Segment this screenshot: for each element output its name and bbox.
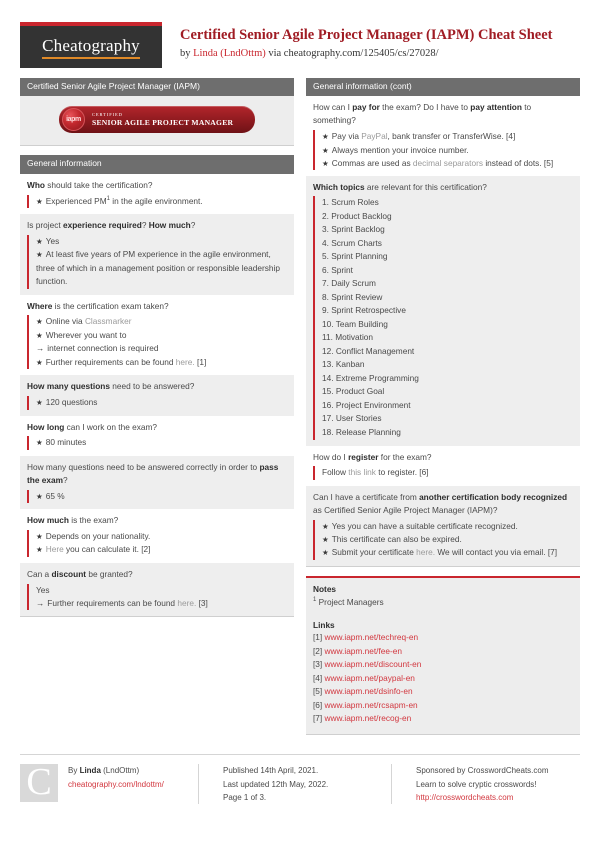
content-columns — [20, 78, 580, 735]
qa-row — [20, 563, 294, 617]
link-url[interactable]: www.iapm.net/paypal-en — [324, 672, 415, 683]
card-general-information — [20, 155, 294, 617]
arrow-icon: → — [36, 597, 45, 608]
question-text: How can I pay for the exam? Do I have to pay attention to something? — [313, 102, 532, 126]
bullet-item: → internet connection is required — [36, 343, 159, 354]
star-icon: ★ — [322, 534, 329, 544]
qa-row — [20, 416, 294, 456]
list-item: 12. Conflict Management — [322, 345, 415, 356]
qa-row — [306, 446, 580, 486]
star-icon: ★ — [36, 250, 43, 260]
cheatography-logo[interactable] — [20, 22, 162, 68]
bullet-list — [27, 530, 287, 557]
star-icon: ★ — [322, 158, 329, 168]
iapm-badge-wrap — [20, 96, 294, 145]
question-text: How much is the exam? — [27, 514, 119, 525]
footer-author-meta — [58, 764, 164, 804]
qa-row — [20, 214, 294, 295]
qa-row — [20, 375, 294, 415]
list-item: 13. Kanban — [322, 359, 365, 370]
list-item: 18. Release Planning — [322, 427, 401, 437]
footer-author-handle: (LndOttm) — [100, 766, 140, 776]
star-icon: ★ — [36, 531, 43, 541]
link-url[interactable]: www.iapm.net/recog-en — [324, 713, 412, 724]
inline-link[interactable]: here. — [177, 597, 197, 608]
bullet-list — [27, 195, 287, 208]
footer-sponsor-col — [391, 764, 580, 804]
star-icon: ★ — [36, 357, 43, 367]
star-icon: ★ — [322, 521, 329, 531]
bullet-item: ★ Yes — [36, 235, 60, 246]
qa-row — [20, 509, 294, 563]
page-header — [20, 0, 580, 78]
qa-row — [20, 174, 294, 214]
card-body — [20, 174, 294, 618]
bullet-item: ★ At least five years of PM experience in the agile environment, three of which in a management position or responsible leadership function. — [36, 249, 280, 287]
star-icon: ★ — [36, 438, 43, 448]
card-body — [306, 96, 580, 567]
footer-sponsor-line: Sponsored by CrosswordCheats.com — [416, 766, 549, 776]
footer-author-col — [20, 764, 194, 804]
list-item: 14. Extreme Programming — [322, 372, 419, 383]
footer-sponsor-meta — [406, 764, 549, 804]
bullet-list — [27, 584, 287, 611]
card-general-information-cont — [306, 78, 580, 567]
link-item: [7] www.iapm.net/recog-en — [313, 713, 412, 724]
link-url[interactable]: www.iapm.net/rcsapm-en — [324, 699, 418, 710]
qa-row — [20, 456, 294, 509]
list-item: 3. Sprint Backlog — [322, 224, 385, 235]
bullet-item: ★ Submit your certificate here. We will contact you via email. [7] — [322, 547, 558, 558]
question-text: Can a discount be granted? — [27, 568, 133, 579]
avatar: C — [20, 764, 58, 802]
footer-by-label: By — [68, 766, 80, 776]
link-url[interactable]: www.iapm.net/techreq-en — [324, 632, 419, 643]
question-text: How many questions need to be answered? — [27, 381, 195, 392]
qa-row — [306, 176, 580, 445]
list-item: 17. User Stories — [322, 413, 382, 424]
iapm-badge — [59, 106, 255, 133]
link-item: [1] www.iapm.net/techreq-en — [313, 632, 419, 643]
badge-line-1: CERTIFIED — [92, 111, 123, 117]
qa-row — [306, 96, 580, 176]
iapm-circle-logo-icon: iapm — [62, 108, 85, 131]
link-item: [4] www.iapm.net/paypal-en — [313, 672, 415, 683]
link-item: [2] www.iapm.net/fee-en — [313, 645, 403, 656]
note-item: $^1$ Project Managers — [313, 596, 384, 607]
bullet-item: Yes — [36, 584, 50, 595]
footer-author-line — [68, 764, 164, 777]
question-text: Can I have a certificate from another certification body recognized as Certified Senior Agile Project Manager (IAPM)? — [313, 491, 568, 515]
byline-source-url[interactable]: via cheatography.com/125405/cs/27028/ — [265, 47, 439, 59]
bullet-list — [27, 436, 287, 449]
badge-line-2: SENIOR AGILE PROJECT MANAGER — [92, 117, 234, 127]
bullet-list — [27, 396, 287, 409]
byline-prefix: by — [180, 47, 194, 59]
star-icon: ★ — [36, 236, 43, 246]
question-text: Who should take the certification? — [27, 179, 153, 190]
card-certification-badge — [20, 78, 294, 146]
bullet-item: ★ Depends on your nationality. — [36, 530, 151, 541]
footer-author-url[interactable]: cheatography.com/lndottm/ — [68, 779, 164, 789]
star-icon: ★ — [36, 398, 43, 408]
list-item: 9. Sprint Retrospective — [322, 305, 406, 316]
link-url[interactable]: www.iapm.net/fee-en — [324, 645, 403, 656]
bullet-item: ★ Experienced $PM^1$ in the agile environment. — [36, 195, 203, 206]
header-titles — [162, 22, 552, 59]
star-icon: ★ — [322, 548, 329, 558]
bullet-item: Follow this link to register. [6] — [322, 467, 429, 478]
card-heading: General information — [20, 155, 294, 173]
bullet-item: ★ 80 minutes — [36, 437, 87, 448]
bullet-list — [313, 520, 573, 560]
inline-link[interactable]: here. — [175, 356, 195, 367]
bullet-item: → Further requirements can be found here. [3] — [36, 597, 208, 608]
footer-page-number: Page 1 of 3. — [223, 792, 267, 802]
list-item: 15. Product Goal — [322, 386, 385, 397]
bullet-item: ★ Online via Classmarker — [36, 316, 132, 327]
list-item: 11. Motivation — [322, 332, 374, 343]
list-item: 6. Sprint — [322, 264, 353, 275]
footer-published: Published 14th April, 2021. — [223, 766, 319, 776]
star-icon: ★ — [36, 330, 43, 340]
question-text: How long can I work on the exam? — [27, 421, 158, 432]
notes-title: Notes — [313, 583, 337, 594]
footer-dates-col — [198, 764, 387, 804]
bullet-item: ★ Always mention your invoice number. — [322, 144, 469, 155]
links-list — [313, 631, 573, 726]
byline-author-link[interactable]: Linda (LndOttm) — [193, 47, 266, 59]
link-url[interactable]: www.iapm.net/dsinfo-en — [324, 686, 413, 697]
list-item: 7. Daily Scrum — [322, 278, 376, 289]
page-footer — [20, 754, 580, 804]
qa-row — [20, 295, 294, 376]
question-text: Which topics are relevant for this certification? — [313, 182, 487, 193]
bullet-item: ★ Here you can calculate it. [2] — [36, 544, 151, 555]
list-item: 10. Team Building — [322, 318, 388, 329]
footer-dates-meta — [213, 764, 328, 804]
star-icon: ★ — [36, 196, 43, 206]
bullet-item: ★ Pay via PayPal, bank transfer or TransferWise. [4] — [322, 131, 516, 142]
numbered-topic-list — [313, 196, 573, 439]
notes-list — [313, 596, 573, 609]
footer-author-name: Linda — [79, 766, 101, 776]
bullet-list — [27, 235, 287, 289]
list-item: 1. Scrum Roles — [322, 197, 379, 208]
list-item: 5. Sprint Planning — [322, 251, 388, 262]
byline — [180, 48, 552, 59]
footer-updated: Last updated 12th May, 2022. — [223, 779, 329, 789]
badge-text — [92, 113, 233, 127]
inline-link[interactable]: this link — [348, 467, 376, 478]
star-icon: ★ — [322, 132, 329, 142]
star-icon: ★ — [36, 317, 43, 327]
question-text: Is project experience required? How much? — [27, 219, 196, 230]
card-heading: Certified Senior Agile Project Manager (IAPM) — [20, 78, 294, 96]
star-icon: ★ — [36, 491, 43, 501]
inline-link[interactable]: PayPal — [361, 131, 388, 142]
bullet-list — [313, 130, 573, 170]
star-icon: ★ — [36, 545, 43, 555]
inline-link[interactable]: decimal separators — [412, 157, 484, 168]
inline-link[interactable]: here. — [416, 547, 436, 558]
links-title: Links — [313, 620, 335, 631]
bullet-item: ★ Further requirements can be found here. [1] — [36, 356, 207, 367]
qa-row — [306, 486, 580, 566]
question-text: How many questions need to be answered correctly in order to pass the exam? — [27, 461, 279, 485]
bullet-item: ★ Yes you can have a suitable certificate recognized. — [322, 520, 518, 531]
bullet-list — [27, 490, 287, 503]
link-item: [3] www.iapm.net/discount-en — [313, 659, 422, 670]
left-column — [20, 78, 294, 735]
footer-row — [20, 754, 580, 804]
list-item: 8. Sprint Review — [322, 291, 383, 302]
notes-and-links-card — [306, 576, 580, 735]
card-body — [20, 96, 294, 146]
inline-link[interactable]: Classmarker — [84, 316, 132, 327]
bullet-item: ★ This certificate can also be expired. — [322, 533, 462, 544]
bullet-list — [313, 466, 573, 479]
link-item: [5] www.iapm.net/dsinfo-en — [313, 686, 413, 697]
footer-sponsor-tagline: Learn to solve cryptic crosswords! — [416, 779, 537, 789]
footer-sponsor-url[interactable]: http://crosswordcheats.com — [416, 792, 514, 802]
bullet-item: ★ Wherever you want to — [36, 329, 127, 340]
question-text: How do I register for the exam? — [313, 451, 432, 462]
right-column — [306, 78, 580, 735]
inline-link[interactable]: Here — [45, 544, 64, 555]
bullet-item: ★ 120 questions — [36, 397, 98, 408]
card-heading: General information (cont) — [306, 78, 580, 96]
question-text: Where is the certification exam taken? — [27, 300, 169, 311]
bullet-list — [27, 315, 287, 369]
bullet-item: ★ 65 % — [36, 490, 65, 501]
star-icon: ★ — [322, 145, 329, 155]
page-title: Certified Senior Agile Project Manager (IAPM) Cheat Sheet — [180, 27, 553, 43]
bullet-item: ★ Commas are used as decimal separators instead of dots. [5] — [322, 157, 554, 168]
link-item: [6] www.iapm.net/rcsapm-en — [313, 699, 418, 710]
list-item: 2. Product Backlog — [322, 210, 392, 221]
list-item: 16. Project Environment — [322, 399, 411, 410]
list-item: 4. Scrum Charts — [322, 237, 382, 248]
cheatography-logo-text: Cheatography — [42, 36, 140, 59]
arrow-icon: → — [36, 343, 45, 354]
link-url[interactable]: www.iapm.net/discount-en — [324, 659, 422, 670]
